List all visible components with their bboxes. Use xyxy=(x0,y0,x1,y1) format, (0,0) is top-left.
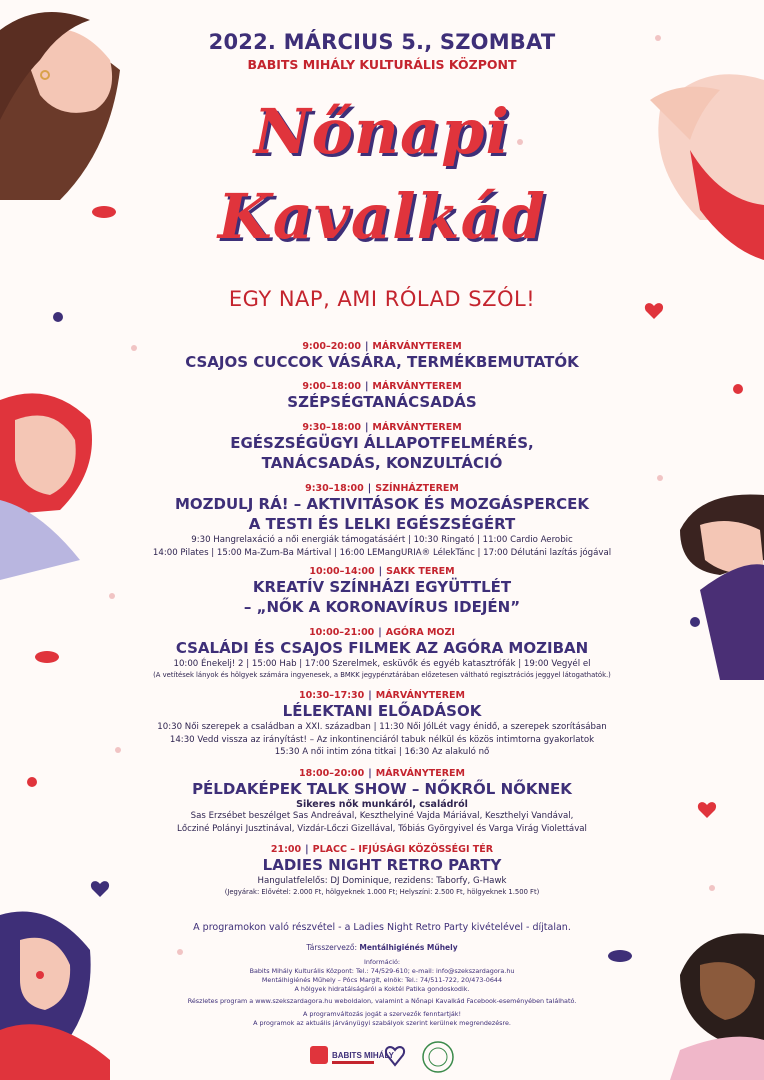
man-right-middle-illustration xyxy=(680,494,764,680)
program-item: 9:30–18:00 | SZÍNHÁZTEREM MOZDULJ RÁ! – AKTIVITÁSOK ÉS MOZGÁSPERCEK A TESTI ÉS LELKI EGÉSZSÉGÉRT 9:30 Hangrelaxáció a női energiák támogatásáért | 10:30 Ringató | 11:00 Cardio Aerobic 14:00 Pilates | 15:00 Ma-Zum-Ba Mártival | 16:00 LEMangURIA® LélekTánc | 17:00 Délutáni lazítás jógával xyxy=(100,483,664,559)
program-title: CSAJOS CUCCOK VÁSÁRA, TERMÉKBEMUTATÓK xyxy=(185,353,579,371)
program-note: (Jegyárak: Elővétel: 2.000 Ft, hölgyeknek 1.000 Ft; Helyszíni: 2.500 Ft, hölgyeknek 1.500 Ft) xyxy=(224,887,540,896)
program-item: 10:00–21:00 | AGÓRA MOZI CSALÁDI ÉS CSAJOS FILMEK AZ AGÓRA MOZIBAN 10:00 Énekelj! 2 | 15:00 Hab | 17:00 Szerelmek, esküvők és egyéb katasztrófák | 19:00 Vegyél el (A vetítések lányok és hölgyek számára ingyenesek, a BMKK jegypénztárában előzetesen váltható regisztrációs jeggyel látogathatók.) xyxy=(100,627,664,680)
program-time: 10:30–17:30 xyxy=(299,690,365,701)
sponsor-line: A hölgyek hidratálságáról a Koktél Patika gondoskodik. xyxy=(294,985,470,993)
logo-text: BABITS MIHÁLY xyxy=(332,1051,394,1060)
program-time: 10:00–21:00 xyxy=(309,627,375,638)
program-time: 9:30–18:00 xyxy=(305,483,364,494)
program-place: MÁRVÁNYTEREM xyxy=(375,690,465,701)
program-title: LADIES NIGHT RETRO PARTY xyxy=(262,856,502,874)
program-item: 10:00–14:00 | SAKK TEREM KREATÍV SZÍNHÁZI EGYÜTTLÉT – „NŐK A KORONAVÍRUS IDEJÉN” xyxy=(100,566,664,617)
tagline: EGY NAP, AMI RÓLAD SZÓL! xyxy=(228,287,536,311)
program-detail: 9:30 Hangrelaxáció a női energiák támogatásáért | 10:30 Ringató | 11:00 Cardio Aerobic xyxy=(191,535,573,545)
info-block xyxy=(100,958,664,994)
program-detail: Lőcziné Polányi Jusztinával, Vizdár-Lőczi Gizellával, Tóbiás Györgyivel és Varga Virág Violettával xyxy=(177,823,587,834)
woman-bottom-right-illustration xyxy=(670,933,764,1080)
program-detail: 10:30 Női szerepek a családban a XXI. században | 11:30 Női JólLét vagy énidő, a szerepek szorításában xyxy=(157,722,607,732)
program-detail: Hangulatfelelős: DJ Dominique, rezidens: Taborfy, G-Hawk xyxy=(257,876,507,886)
program-time: 9:00–20:00 xyxy=(302,341,361,352)
program-title: EGÉSZSÉGÜGYI ÁLLAPOTFELMÉRÉS, xyxy=(230,434,534,452)
woman-bottom-left-illustration xyxy=(0,912,110,1080)
program-place: PLACC – IFJÚSÁGI KÖZÖSSÉGI TÉR xyxy=(312,844,494,855)
program-title: SZÉPSÉGTANÁCSADÁS xyxy=(287,393,477,411)
title-line-1: Nőnapi xyxy=(253,95,511,168)
event-venue: BABITS MIHÁLY KULTURÁLIS KÖZPONT xyxy=(247,57,517,72)
program-title: PÉLDAKÉPEK TALK SHOW – NŐKRŐL NŐKNEK xyxy=(192,780,572,798)
program-time: 18:00–20:00 xyxy=(299,768,365,779)
heart-icon xyxy=(698,802,716,818)
program-place: MÁRVÁNYTEREM xyxy=(372,381,462,392)
program-place: MÁRVÁNYTEREM xyxy=(375,768,465,779)
program-note: (A vetítések lányok és hölgyek számára ingyenesek, a BMKK jegypénztárában előzetesen váltható regisztrációs jeggyel látogathatók.) xyxy=(153,670,611,679)
program-detail: 14:00 Pilates | 15:00 Ma-Zum-Ba Mártival | 16:00 LEMangURIA® LélekTánc | 17:00 Délutáni lazítás jógával xyxy=(152,547,612,558)
changes-note: A programváltozás jogát a szervezők fenntartják! A programok az aktuális járványügyi szabályok szerint kerülnek megrendezésre. xyxy=(253,1010,511,1027)
program-detail: 10:00 Énekelj! 2 | 15:00 Hab | 17:00 Szerelmek, esküvők és egyéb katasztrófák | 19:00 Vegyél el xyxy=(173,659,591,669)
program-detail: Sas Erzsébet beszélget Sas Andreával, Keszthelyiné Vajda Máriával, Keszthelyi Vandával, xyxy=(190,811,574,821)
program-item: 9:00–18:00 | MÁRVÁNYTEREM SZÉPSÉGTANÁCSADÁS xyxy=(100,381,664,412)
program-place: MÁRVÁNYTEREM xyxy=(372,422,462,433)
organizer-name: Mentálhigiénés Műhely xyxy=(359,943,458,952)
program-title: CSALÁDI ÉS CSAJOS FILMEK AZ AGÓRA MOZIBAN xyxy=(175,639,589,657)
program-title: LÉLEKTANI ELŐADÁSOK xyxy=(282,702,482,720)
program-title: TANÁCSADÁS, KONZULTÁCIÓ xyxy=(261,454,503,472)
program-place: SAKK TEREM xyxy=(386,566,455,577)
babits-logo xyxy=(310,1046,395,1064)
program-time: 9:30–18:00 xyxy=(302,422,361,433)
info-title: Információ: xyxy=(363,958,401,966)
program-subtitle: Sikeres nők munkáról, családról xyxy=(296,799,468,810)
free-entry-note: A programokon való részvétel - a Ladies Night Retro Party kivételével - díjtalan. xyxy=(193,922,571,933)
program-place: AGÓRA MOZI xyxy=(385,627,455,638)
program-title: A TESTI ÉS LELKI EGÉSZSÉGÉRT xyxy=(248,515,516,533)
organizer-line: Társszervező: Mentálhigiénés Műhely xyxy=(306,943,458,952)
heart-logo xyxy=(386,1047,404,1065)
program-time: 9:00–18:00 xyxy=(302,381,361,392)
program-place: MÁRVÁNYTEREM xyxy=(372,341,462,352)
program-title: – „NŐK A KORONAVÍRUS IDEJÉN” xyxy=(243,598,521,616)
program-detail: 14:30 Vedd vissza az irányítást! – Az inkontinenciáról tabuk nélkül és közös intimtorna gyakorlatok xyxy=(169,734,595,745)
program-time: 10:00–14:00 xyxy=(309,566,375,577)
program-place: SZÍNHÁZTEREM xyxy=(375,483,459,494)
program-item: 18:00–20:00 | MÁRVÁNYTEREM PÉLDAKÉPEK TALK SHOW – NŐKRŐL NŐKNEK Sikeres nők munkáról, családról Sas Erzsébet beszélget Sas Andreával, Keszthelyiné Vajda Máriával, Keszthelyi Vandával, Lőcziné Polányi Jusztinával, Vizdár-Lőczi Gizellával, Tóbiás Györgyivel és Varga Virág Violettával xyxy=(100,768,664,835)
program-item: 9:30–18:00 | MÁRVÁNYTEREM EGÉSZSÉGÜGYI ÁLLAPOTFELMÉRÉS, TANÁCSADÁS, KONZULTÁCIÓ xyxy=(100,422,664,473)
details-note: Részletes program a www.szekszardagora.hu weboldalon, valamint a Nőnapi Kavalkád Facebook-eseményében található. xyxy=(187,997,577,1005)
program-item: 9:00–20:00 | MÁRVÁNYTEREM CSAJOS CUCCOK VÁSÁRA, TERMÉKBEMUTATÓK xyxy=(100,341,664,372)
info-line: Babits Mihály Kulturális Központ: Tel.: 74/529-610; e-mail: info@szekszardagora.hu xyxy=(249,967,515,975)
program-title: KREATÍV SZÍNHÁZI EGYÜTTLÉT xyxy=(252,578,512,596)
program-item: 10:30–17:30 | MÁRVÁNYTEREM LÉLEKTANI ELŐADÁSOK 10:30 Női szerepek a családban a XXI. században | 11:30 Női JólLét vagy énidő, a szerepek szorításában 14:30 Vedd vissza az irányítást! – Az inkontinenciáról tabuk nélkül és közös intimtorna gyakorlatok 15:30 A női intim zóna titkai | 16:30 Az alakuló nő xyxy=(100,690,664,759)
sponsor-logos xyxy=(310,1040,470,1074)
program-detail: 15:30 A női intim zóna titkai | 16:30 Az alakuló nő xyxy=(274,747,490,757)
info-line: Mentálhigiénés Műhely – Pócs Margit, elnök: Tel.: 74/511-722, 20/473-0644 xyxy=(261,976,503,984)
program-item: 21:00 | PLACC – IFJÚSÁGI KÖZÖSSÉGI TÉR LADIES NIGHT RETRO PARTY Hangulatfelelős: DJ Dominique, rezidens: Taborfy, G-Hawk (Jegyárak: Elővétel: 2.000 Ft, hölgyeknek 1.000 Ft; Helyszíni: 2.500 Ft, hölgyeknek 1.500 Ft) xyxy=(100,844,664,897)
program-time: 21:00 xyxy=(270,844,302,855)
seal-logo xyxy=(423,1042,453,1072)
event-date: 2022. MÁRCIUS 5., SZOMBAT xyxy=(208,30,556,54)
program-title: MOZDULJ RÁ! – AKTIVITÁSOK ÉS MOZGÁSPERCEK xyxy=(174,495,590,513)
title-line-2: Kavalkád xyxy=(217,180,547,253)
woman-left-middle-illustration xyxy=(0,393,92,580)
lips-icon xyxy=(35,651,59,663)
